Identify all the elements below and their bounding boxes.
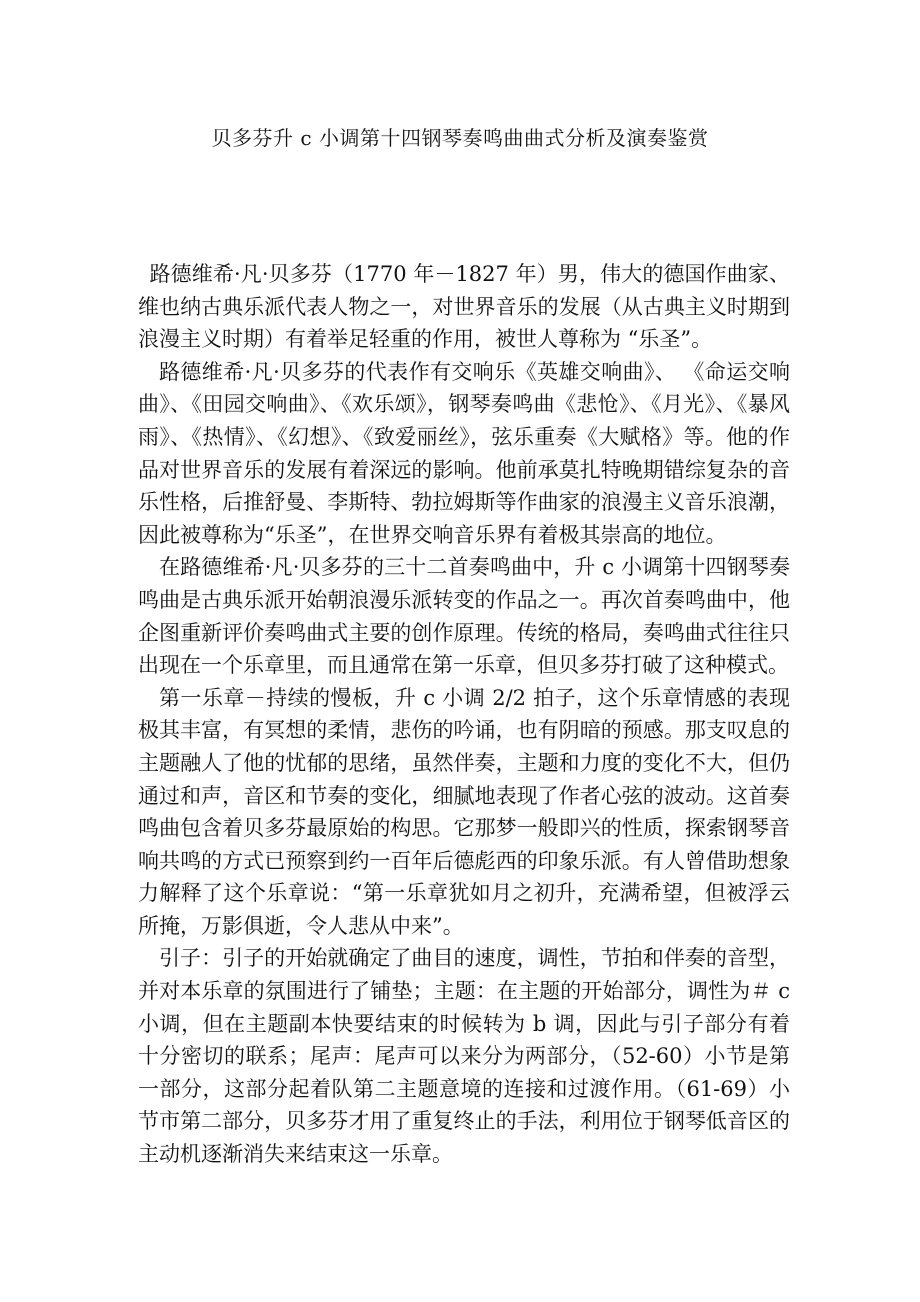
document-title: 贝多芬升 c 小调第十四钢琴奏鸣曲曲式分析及演奏鉴赏 [211, 126, 709, 150]
paragraph-first-movement: 第一乐章－持续的慢板，升 c 小调 2/2 拍子，这个乐章情感的表现极其丰富，有冥想的柔情，悲伤的吟诵，也有阴暗的预感。那支叹息的主题融人了他的忧郁的思绪，虽然伴奏，主题和力度的变化不大，但仍通过和声，音区和节奏的变化，细腻地表现了作者心弦的波动。这首奏鸣曲包含着贝多芬最原始的构思。它那梦一般即兴的性质，探索钢琴音响共鸣的方式已预察到约一百年后德彪西的印象乐派。有人曾借助想象力解释了这个乐章说：“第一乐章犹如月之初升，充满希望，但被浮云所掩，万影俱逝，令人悲从中来”。 [138, 685, 790, 938]
paragraph-works: 路德维希·凡·贝多芬的代表作有交响乐《英雄交响曲》、 《命运交响曲》、《田园交响曲》、《欢乐颂》，钢琴奏鸣曲《悲怆》、《月光》、《暴风雨》、《热情》、《幻想》、《致爱丽丝》，弦乐重奏《大赋格》等。他的作品对世界音乐的发展有着深远的影响。他前承莫扎特晚期错综复杂的音乐性格，后推舒曼、李斯特、勃拉姆斯等作曲家的浪漫主义音乐浪潮，因此被尊称为“乐圣”，在世界交响音乐界有着极其崇高的地位。 [138, 359, 790, 547]
document-body [138, 258, 790, 1171]
paragraph-structure: 引子：引子的开始就确定了曲目的速度，调性，节拍和伴奏的音型，并对本乐章的氛围进行了铺垫；主题：在主题的开始部分，调性为＃ c 小调，但在主题副本快要结束的时候转为 b 调，因此与引子部分有着十分密切的联系；尾声：尾声可以来分为两部分，（52-60）小节是第一部分，这部分起着队第二主题意境的连接和过渡作用。（61-69）小节市第二部分，贝多芬才用了重复终止的手法，利用位于钢琴低音区的主动机逐渐消失来结束这一乐章。 [138, 946, 790, 1167]
paragraph-sonata: 在路德维希·凡·贝多芬的三十二首奏鸣曲中，升 c 小调第十四钢琴奏鸣曲是古典乐派开始朝浪漫乐派转变的作品之一。再次首奏鸣曲中，他企图重新评价奏鸣曲式主要的创作原理。传统的格局，奏鸣曲式往往只出现在一个乐章里，而且通常在第一乐章，但贝多芬打破了这种模式。 [138, 555, 790, 678]
paragraph-intro: 路德维希·凡·贝多芬（1770 年－1827 年）男，伟大的德国作曲家、维也纳古典乐派代表人物之一，对世界音乐的发展（从古典主义时期到浪漫主义时期）有着举足轻重的作用，被世人尊称为 “乐圣”。 [138, 262, 790, 352]
